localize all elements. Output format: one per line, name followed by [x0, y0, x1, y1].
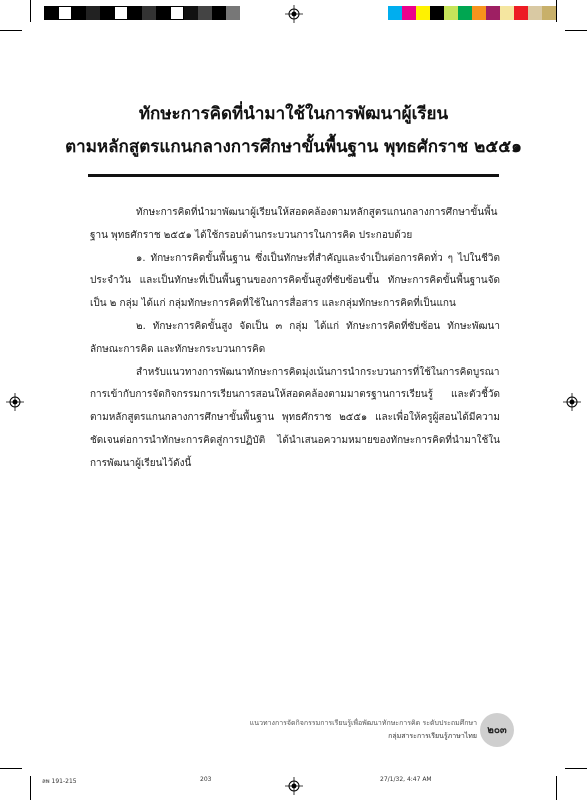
- paragraph: สำหรับแนวทางการพัฒนาทักษะการคิดมุ่งเน้นการนำกระบวนการที่ใช้ในการคิดบูรณาการเข้ากับการจัดกิจกรรมการเรียนการสอนให้สอดคล้องตามมาตรฐานการเรียนรู้ และตัวชี้วัดตามหลักสูตรแกนกลางการศึกษาขั้นพื้นฐาน พุทธศักราช ๒๕๕๑ และเพื่อให้ครูผู้สอนได้มีความชัดเจนต่อการนำทักษะการคิดสู่การปฏิบัติ ได้นำเสนอความหมายของทักษะการคิดที่นำมาใช้ในการพัฒนาผู้เรียนไว้ดังนี้: [90, 366, 500, 469]
- crop-mark: [0, 30, 22, 31]
- slug-file-name: ลพ 191-215: [42, 778, 77, 785]
- crop-mark: [565, 30, 587, 31]
- paragraph: ๑. ทักษะการคิดขั้นพื้นฐาน ซึ่งเป็นทักษะที่สำคัญและจำเป็นต่อการคิดทั่ว ๆ ไปในชีวิตประจำวัน และเป็นทักษะที่เป็นพื้นฐานของการคิดขั้นสูงที่ซับซ้อนขึ้น ทักษะการคิดขั้นพื้นฐานจัดเป็น ๒ กลุ่ม ได้แก่ กลุ่มทักษะการคิดที่ใช้ในการสื่อสาร และกลุ่มทักษะการคิดที่เป็นแกน: [90, 252, 500, 310]
- footer-subject-group: กลุ่มสาระการเรียนรู้ภาษาไทย: [388, 732, 477, 740]
- slug-page: 203: [200, 776, 212, 783]
- registration-mark-right: [563, 393, 581, 411]
- registration-mark-top: [285, 5, 303, 23]
- paragraph: ทักษะการคิดที่นำมาพัฒนาผู้เรียนให้สอดคล้องตามหลักสูตรแกนกลางการศึกษาขั้นพื้นฐาน พุทธศักราช ๒๕๕๑ ได้ใช้กรอบด้านกระบวนการในการคิด ประกอบด้วย: [90, 207, 498, 241]
- body-text: [90, 202, 500, 476]
- color-calibration-bar: [388, 6, 556, 20]
- crop-mark: [556, 0, 557, 22]
- slug-timestamp: 27/1/32, 4:47 AM: [380, 776, 432, 783]
- crop-mark: [565, 768, 587, 769]
- title-underline-rule: [88, 174, 499, 177]
- footer-book-title: แนวทางการจัดกิจกรรมการเรียนรู้เพื่อพัฒนาทักษะการคิด ระดับประถมศึกษา: [249, 719, 477, 727]
- page-title-line-1: ทักษะการคิดที่นำมาใช้ในการพัฒนาผู้เรียน: [138, 104, 449, 124]
- crop-mark: [556, 776, 557, 800]
- grayscale-calibration-bar: [44, 6, 240, 20]
- paragraph: ๒. ทักษะการคิดขั้นสูง จัดเป็น ๓ กลุ่ม ได้แก่ ทักษะการคิดที่ซับซ้อน ทักษะพัฒนาลักษณะการคิด และทักษะกระบวนการคิด: [90, 320, 500, 355]
- registration-mark-left: [6, 393, 24, 411]
- crop-mark: [30, 776, 31, 800]
- registration-mark-bottom: [285, 777, 303, 795]
- crop-mark: [0, 768, 22, 769]
- page-number-badge: [480, 713, 514, 747]
- page-number: ๒๐๓: [487, 724, 507, 736]
- crop-mark: [30, 0, 31, 22]
- page-title-line-2: ตามหลักสูตรแกนกลางการศึกษาขั้นพื้นฐาน พุทธศักราช ๒๕๕๑: [65, 137, 522, 157]
